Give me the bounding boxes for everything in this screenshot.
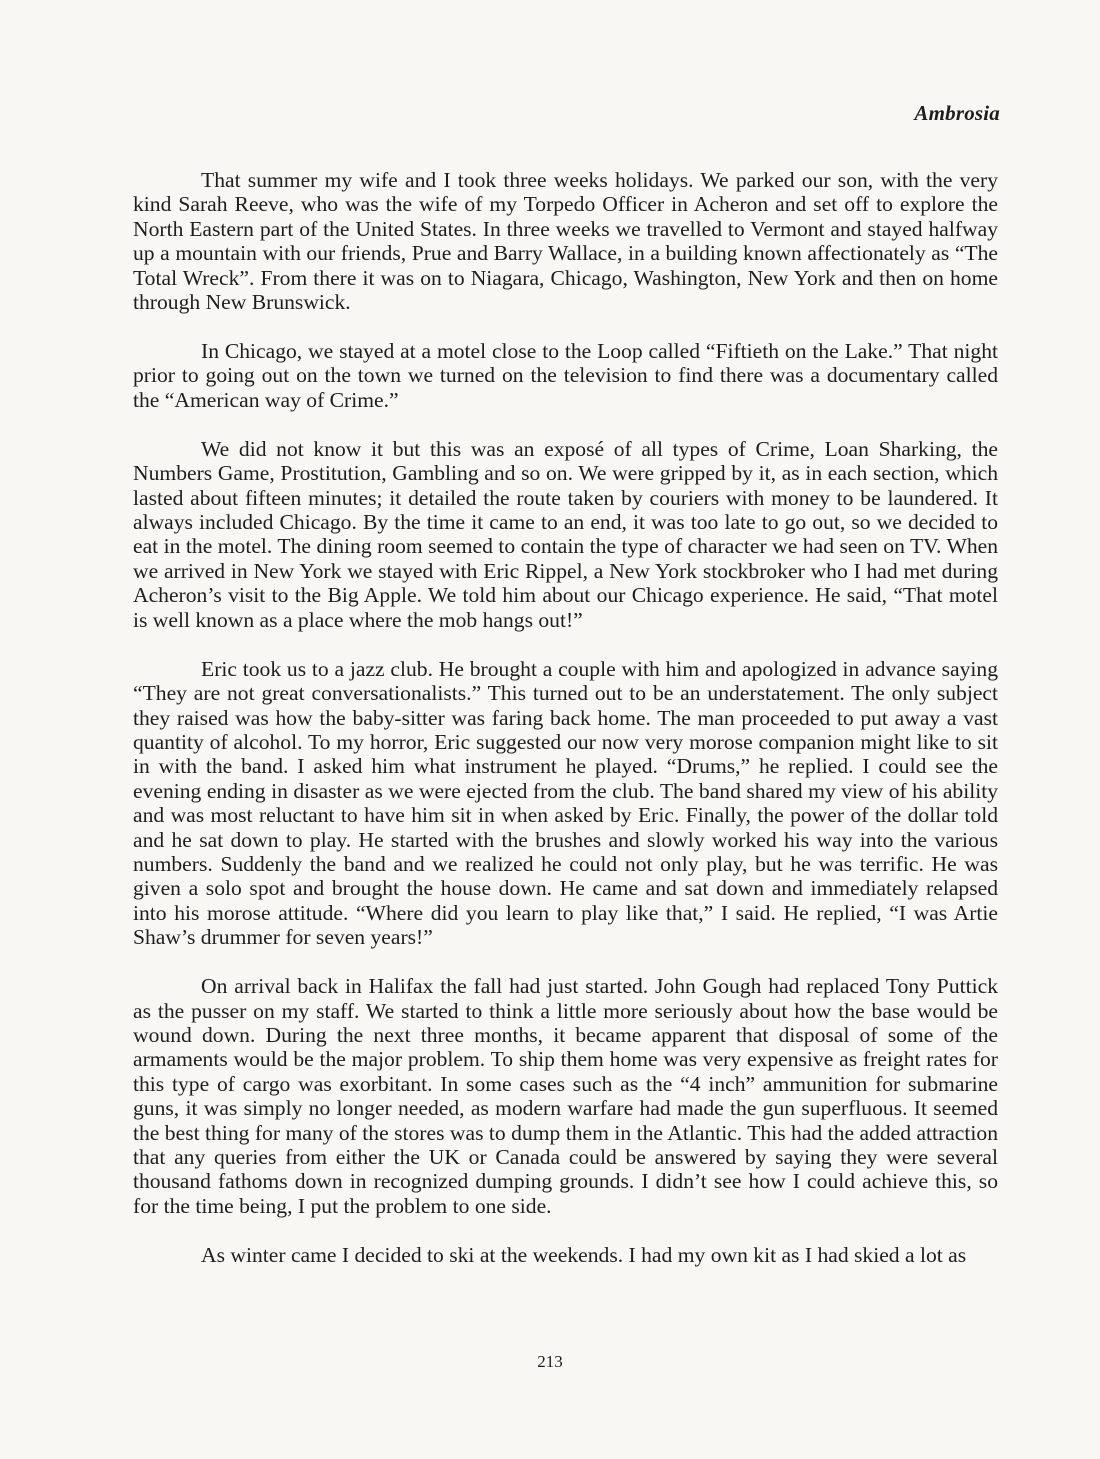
running-header-title: Ambrosia (914, 101, 1000, 125)
paragraph: As winter came I decided to ski at the weekends. I had my own kit as I had skied a lot as (201, 1242, 967, 1267)
paragraph: In Chicago, we stayed at a motel close to the Loop called “Fiftieth on the Lake.” That night prior to going out on the town we turned on the television to find there was a documentary called the “American way of Crime.” (133, 339, 998, 412)
body-text (133, 168, 998, 1267)
paragraph: We did not know it but this was an exposé of all types of Crime, Loan Sharking, the Numbers Game, Prostitution, Gambling and so on. We were gripped by it, as in each section, which lasted about fifteen minutes; it detailed the route taken by couriers with money to be laundered. It always included Chicago. By the time it came to an end, it was too late to go out, so we decided to eat in the motel. The dining room seemed to contain the type of character we had seen on TV. When we arrived in New York we stayed with Eric Rippel, a New York stockbroker who I had met during Acheron’s visit to the Big Apple. We told him about our Chicago experience. He said, “That motel is well known as a place where the mob hangs out!” (133, 436, 998, 632)
page-number: 213 (537, 1352, 563, 1371)
paragraph: That summer my wife and I took three weeks holidays. We parked our son, with the very kind Sarah Reeve, who was the wife of my Torpedo Officer in Acheron and set off to explore the North Eastern part of the United States. In three weeks we travelled to Vermont and stayed halfway up a mountain with our friends, Prue and Barry Wallace, in a building known affectionately as “The Total Wreck”. From there it was on to Niagara, Chicago, Washington, New York and then on home through New Brunswick. (133, 168, 998, 315)
paragraph: On arrival back in Halifax the fall had just started. John Gough had replaced Tony Puttick as the pusser on my staff. We started to think a little more seriously about how the base would be wound down. During the next three months, it became apparent that disposal of some of the armaments would be the major problem. To ship them home was very expensive as freight rates for this type of cargo was exorbitant. In some cases such as the “4 inch” ammunition for submarine guns, it was simply no longer needed, as modern warfare had made the gun superfluous. It seemed the best thing for many of the stores was to dump them in the Atlantic. This had the added attraction that any queries from either the UK or Canada could be answered by saying they were several thousand fathoms down in recognized dumping grounds. I didn’t see how I could achieve this, so for the time being, I put the problem to one side. (133, 974, 998, 1218)
paragraph: Eric took us to a jazz club. He brought a couple with him and apologized in advance saying “They are not great conversationalists.” This turned out to be an understatement. The only subject they raised was how the baby-sitter was faring back home. The man proceeded to put away a vast quantity of alcohol. To my horror, Eric suggested our now very morose companion might like to sit in with the band. I asked him what instrument he played. “Drums,” he replied. I could see the evening ending in disaster as we were ejected from the club. The band shared my view of his ability and was most reluctant to have him sit in when asked by Eric. Finally, the power of the dollar told and he sat down to play. He started with the brushes and slowly worked his way into the various numbers. Suddenly the band and we realized he could not only play, but he was terrific. He was given a solo spot and brought the house down. He came and sat down and immediately relapsed into his morose attitude. “Where did you learn to play like that,” I said. He replied, “I was Artie Shaw’s drummer for seven years!” (133, 656, 998, 950)
